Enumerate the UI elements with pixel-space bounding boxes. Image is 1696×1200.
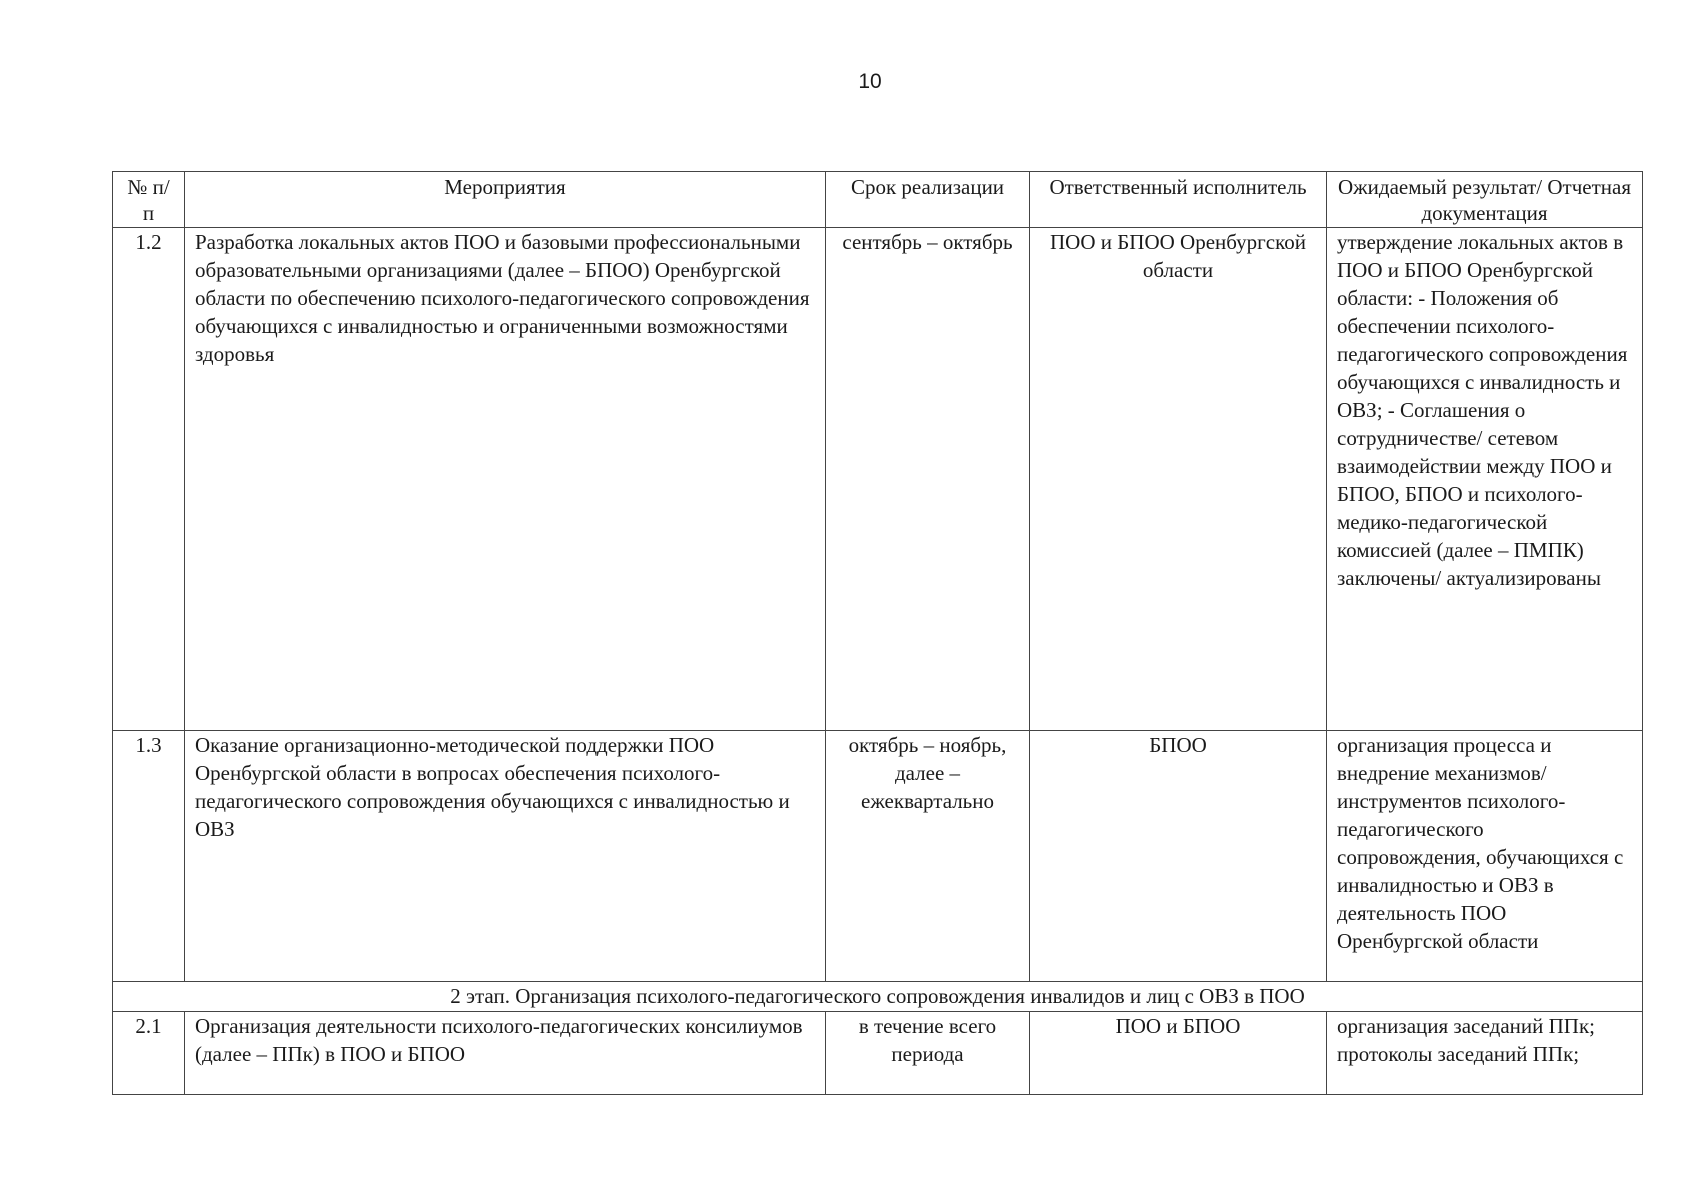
table-row: [113, 228, 1643, 731]
row-term: октябрь – ноябрь, далее – ежеквартально: [826, 731, 1030, 982]
row-event: Разработка локальных актов ПОО и базовыми профессиональными образовательными организациями (далее – БПОО) Оренбургской области по обеспечению психолого-педагогического сопровождения обучающихся с инвалидностью и ограниченными возможностями здоровья: [185, 228, 826, 731]
row-event: Организация деятельности психолого-педагогических консилиумов (далее – ППк) в ПОО и БПОО: [185, 1012, 826, 1095]
row-term: сентябрь – октябрь: [826, 228, 1030, 731]
row-number: 1.3: [113, 731, 185, 982]
table-row: [113, 731, 1643, 982]
table-row: [113, 1012, 1643, 1095]
table-header-row: [113, 172, 1643, 228]
row-event: Оказание организационно-методической поддержки ПОО Оренбургской области в вопросах обеспечения психолого-педагогического сопровождения обучающихся с инвалидностью и ОВЗ: [185, 731, 826, 982]
row-number: 1.2: [113, 228, 185, 731]
row-result: утверждение локальных актов в ПОО и БПОО Оренбургской области: - Положения об обеспечении психолого-педагогического сопровождения обучающихся с инвалидность и ОВЗ; - Соглашения о сотрудничестве/ сетевом взаимодействии между ПОО и БПОО, БПОО и психолого-медико-педагогической комиссией (далее – ПМПК) заключены/ актуализированы: [1327, 228, 1643, 731]
row-result: организация процесса и внедрение механизмов/инструментов психолого-педагогического сопровождения, обучающихся с инвалидностью и ОВЗ в деятельность ПОО Оренбургской области: [1327, 731, 1643, 982]
header-term: Срок реализации: [826, 172, 1030, 228]
row-number: 2.1: [113, 1012, 185, 1095]
row-responsible: ПОО и БПОО Оренбургской области: [1030, 228, 1327, 731]
stage-heading-row: [113, 982, 1643, 1012]
activity-plan-table: [112, 171, 1643, 1095]
row-responsible: БПОО: [1030, 731, 1327, 982]
row-result: организация заседаний ППк; протоколы заседаний ППк;: [1327, 1012, 1643, 1095]
header-num: № п/п: [113, 172, 185, 228]
header-result: Ожидаемый результат/ Отчетная документация: [1327, 172, 1643, 228]
row-term: в течение всего периода: [826, 1012, 1030, 1095]
page-number: 10: [858, 70, 882, 93]
header-event: Мероприятия: [185, 172, 826, 228]
header-responsible: Ответственный исполнитель: [1030, 172, 1327, 228]
stage-title: 2 этап. Организация психолого-педагогического сопровождения инвалидов и лиц с ОВЗ в ПОО: [113, 982, 1643, 1012]
row-responsible: ПОО и БПОО: [1030, 1012, 1327, 1095]
